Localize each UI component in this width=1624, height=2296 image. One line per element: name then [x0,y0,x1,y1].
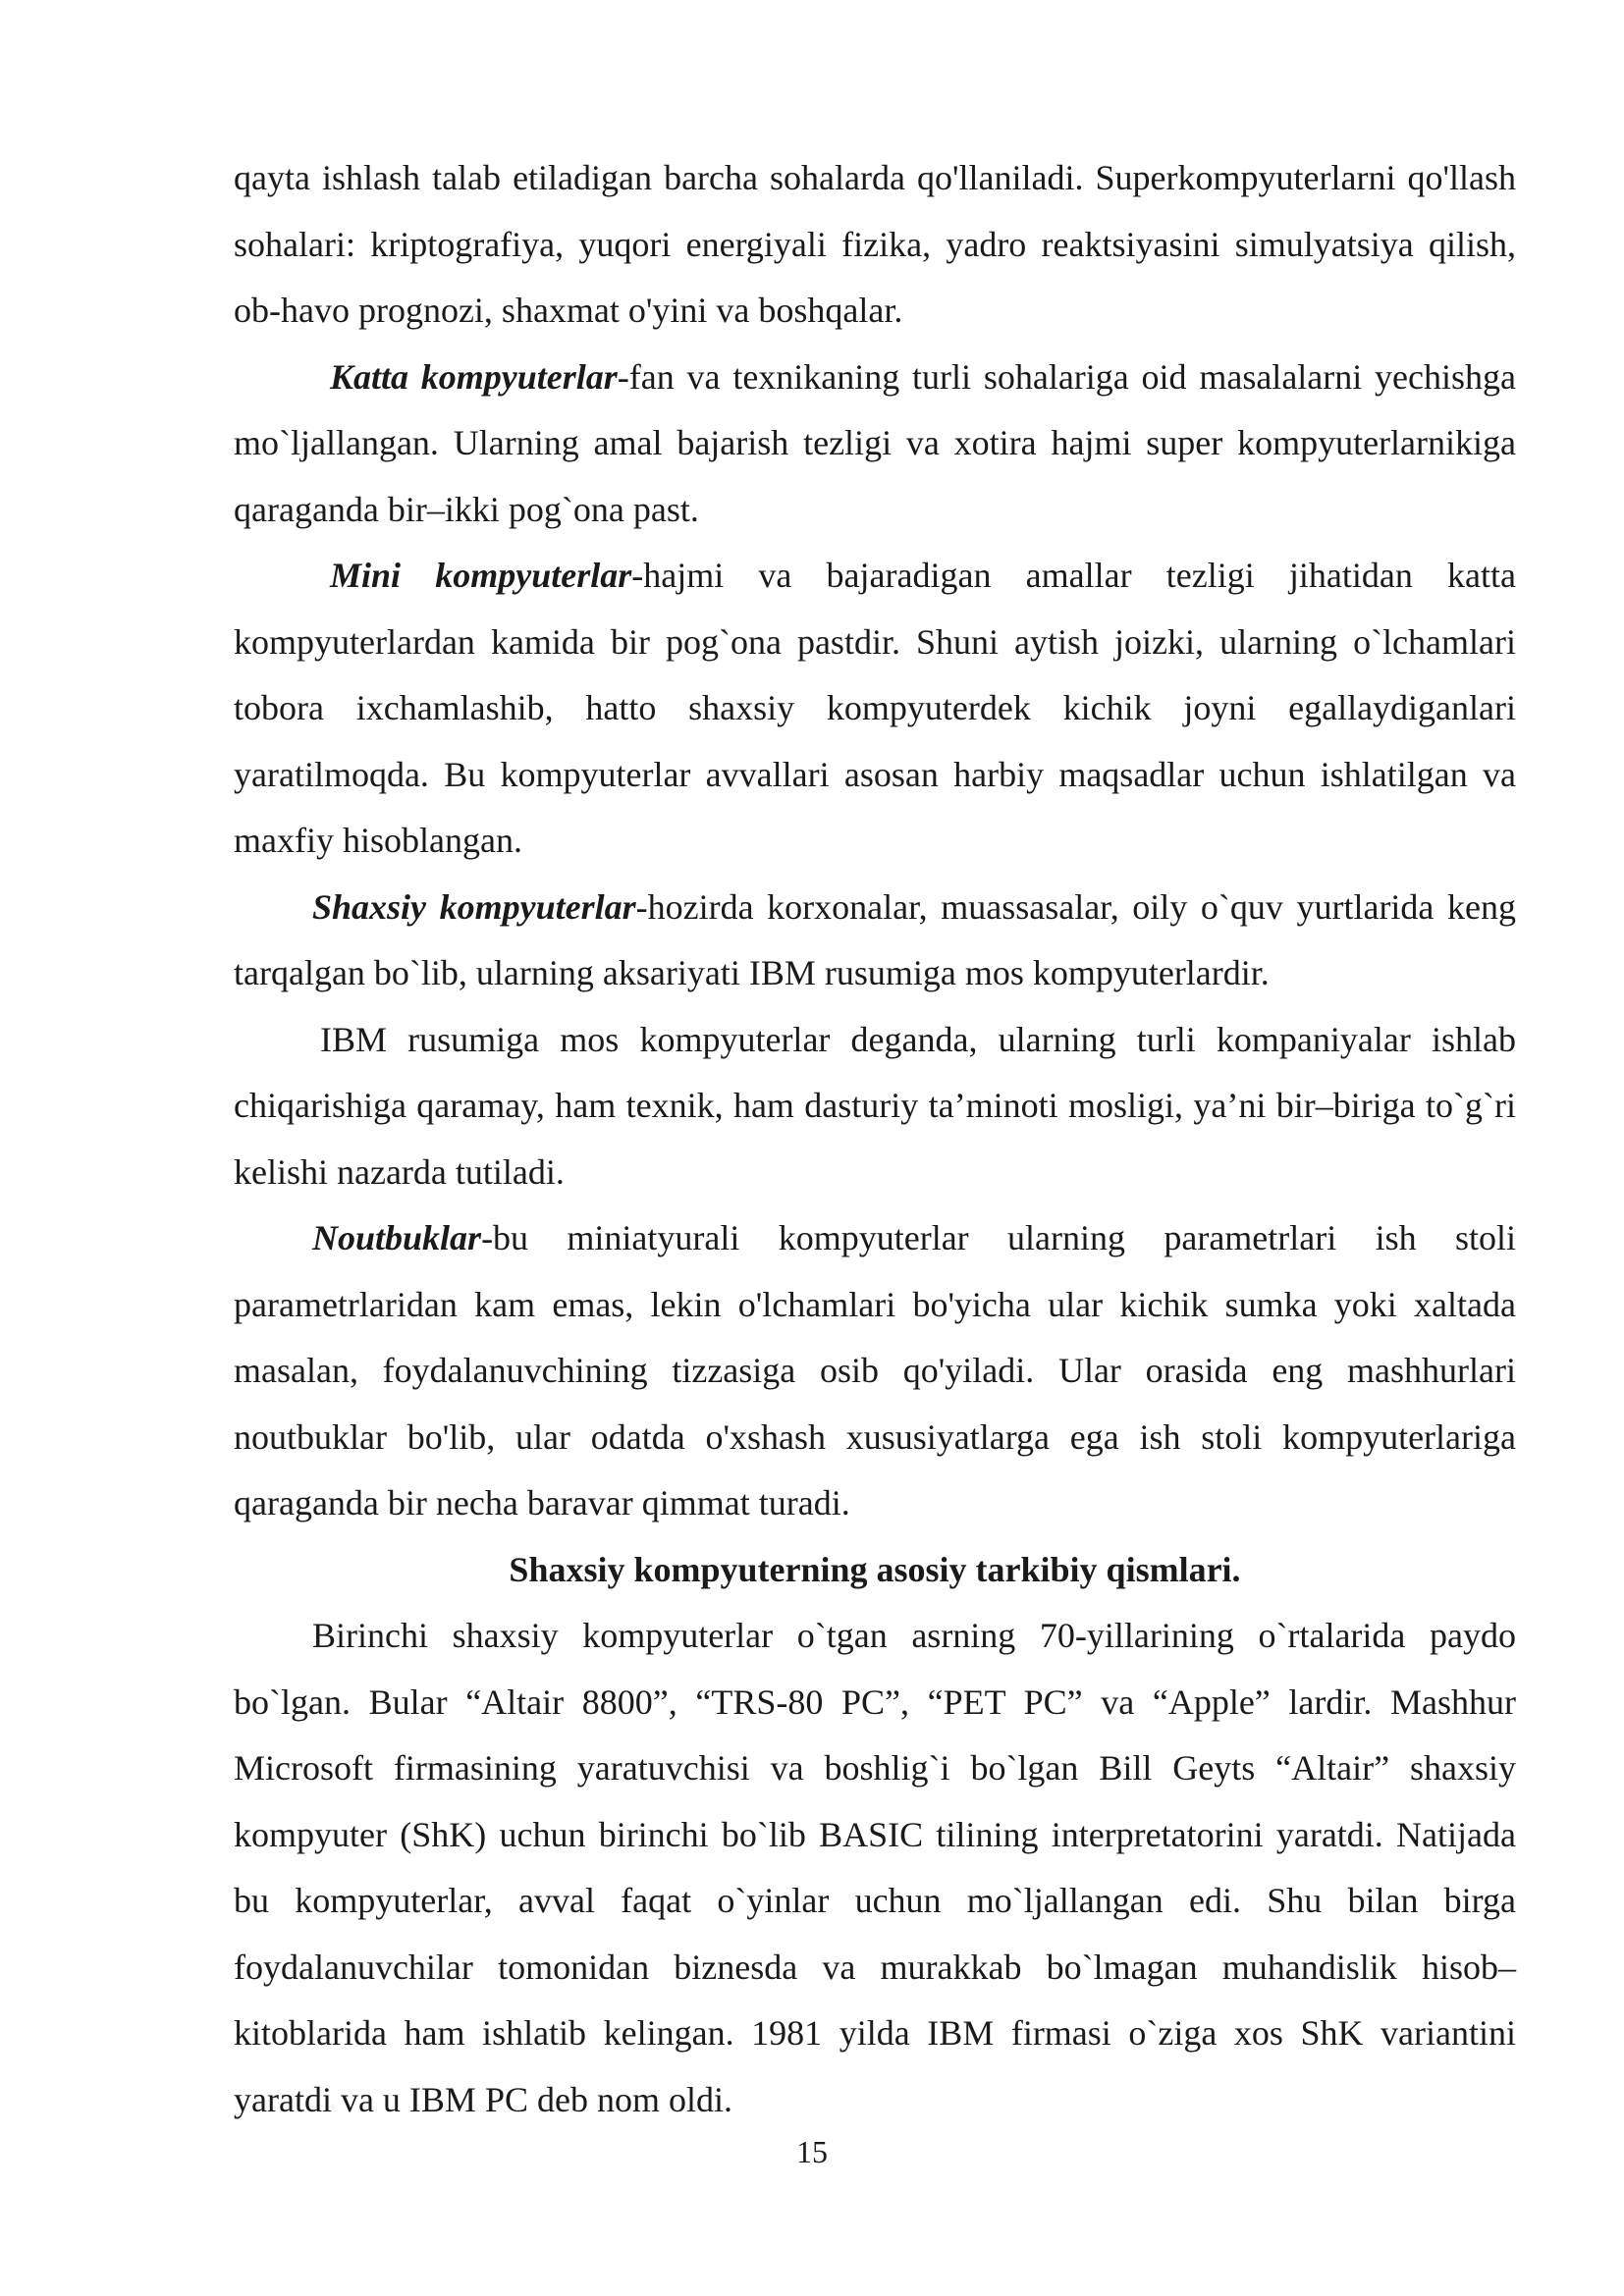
paragraph-katta-kompyuterlar [234,345,1516,544]
paragraph-text: IBM rusumiga mos kompyuterlar deganda, ularning turli kompaniyalar ishlab chiqarishiga qaramay, ham texnik, ham dasturiy ta’minoti mosligi, ya’ni bir–biriga to`g`ri kelishi nazarda tutiladi. [234,1019,1516,1192]
paragraph-superkompyuter-continuation [234,145,1516,345]
paragraph-text: -bu miniatyurali kompyuterlar ularning parametrlari ish stoli parametrlaridan kam emas, lekin o'lchamlari bo'yicha ular kichik sumka yoki xaltada masalan, foydalanuvchining tizzasiga osib qo'yiladi. Ular orasida eng mashhurlari noutbuklar bo'lib, ular odatda o'xshash xususiyatlarga ega ish stoli kompyuterlariga qaraganda bir necha baravar qimmat turadi. [234,1218,1516,1522]
paragraph-text: Birinchi shaxsiy kompyuterlar o`tgan asrning 70-yillarining o`rtalarida paydo bo`lgan. Bular “Altair 8800”, “TRS-80 PC”, “PET PC” va “Apple” lardir. Mashhur Microsoft firmasining yaratuvchisi va boshlig`i bo`lgan Bill Geyts “Altair” shaxsiy kompyuter (ShK) uchun birinchi bo`lib BASIC tilining interpretatorini yaratdi. Natijada bu kompyuterlar, avval faqat o`yinlar uchun mo`ljallangan edi. Shu bilan birga foydalanuvchilar tomonidan biznesda va murakkab bo`lmagan muhandislik hisob–kitoblarida ham ishlatib kelingan. 1981 yilda IBM firmasi o`ziga xos ShK variantini yaratdi va u IBM PC deb nom oldi. [234,1616,1516,2119]
term-mini-kompyuterlar: Mini kompyuterlar [330,556,632,595]
paragraph-ibm-rusumiga-mos [234,1007,1516,1206]
paragraph-text: -hozirda korxonalar, muassasalar, oily o`quv yurtlarida keng tarqalgan bo`lib, ularning aksariyati IBM rusumiga mos kompyuterlardir. [234,886,1516,992]
paragraph-text: -fan va texnikaning turli sohalariga oid masalalarni yechishga mo`ljallangan. Ularning amal bajarish tezligi va xotira hajmi super kompyuterlarnikiga qaraganda bir–ikki pog`ona past. [234,356,1516,529]
term-katta-kompyuterlar: Katta kompyuterlar [330,356,618,397]
paragraph-text: -hajmi va bajaradigan amallar tezligi jihatidan katta kompyuterlardan kamida bir pog`ona pastdir. Shuni aytish joizki, ularning o`lchamlari tobora ixchamlashib, hatto shaxsiy kompyuterdek kichik joyni egallaydiganlari yaratilmoqda. Bu kompyuterlar avvallari asosan harbiy maqsadlar uchun ishlatilgan va maxfiy hisoblangan. [234,556,1516,860]
document-body [234,145,1516,2133]
section-heading: Shaxsiy kompyuterning asosiy tarkibiy qismlari. [509,1549,1241,1589]
paragraph-shaxsiy-kompyuterlar [234,875,1516,1007]
paragraph-text: qayta ishlash talab etiladigan barcha sohalarda qo'llaniladi. Superkompyuterlarni qo'llash sohalari: kriptografiya, yuqori energiyali fizika, yadro reaktsiyasini simulyatsiya qilish, ob-havo prognozi, shaxmat o'yini va boshqalar. [234,158,1516,330]
term-shaxsiy-kompyuterlar: Shaxsiy kompyuterlar [312,886,636,927]
paragraph-mini-kompyuterlar [234,543,1516,875]
term-noutbuklar: Noutbuklar [312,1218,482,1257]
paragraph-noutbuklar [234,1205,1516,1537]
paragraph-birinchi-shaxsiy-kompyuterlar [234,1603,1516,2133]
page-number: 15 [796,2134,828,2169]
